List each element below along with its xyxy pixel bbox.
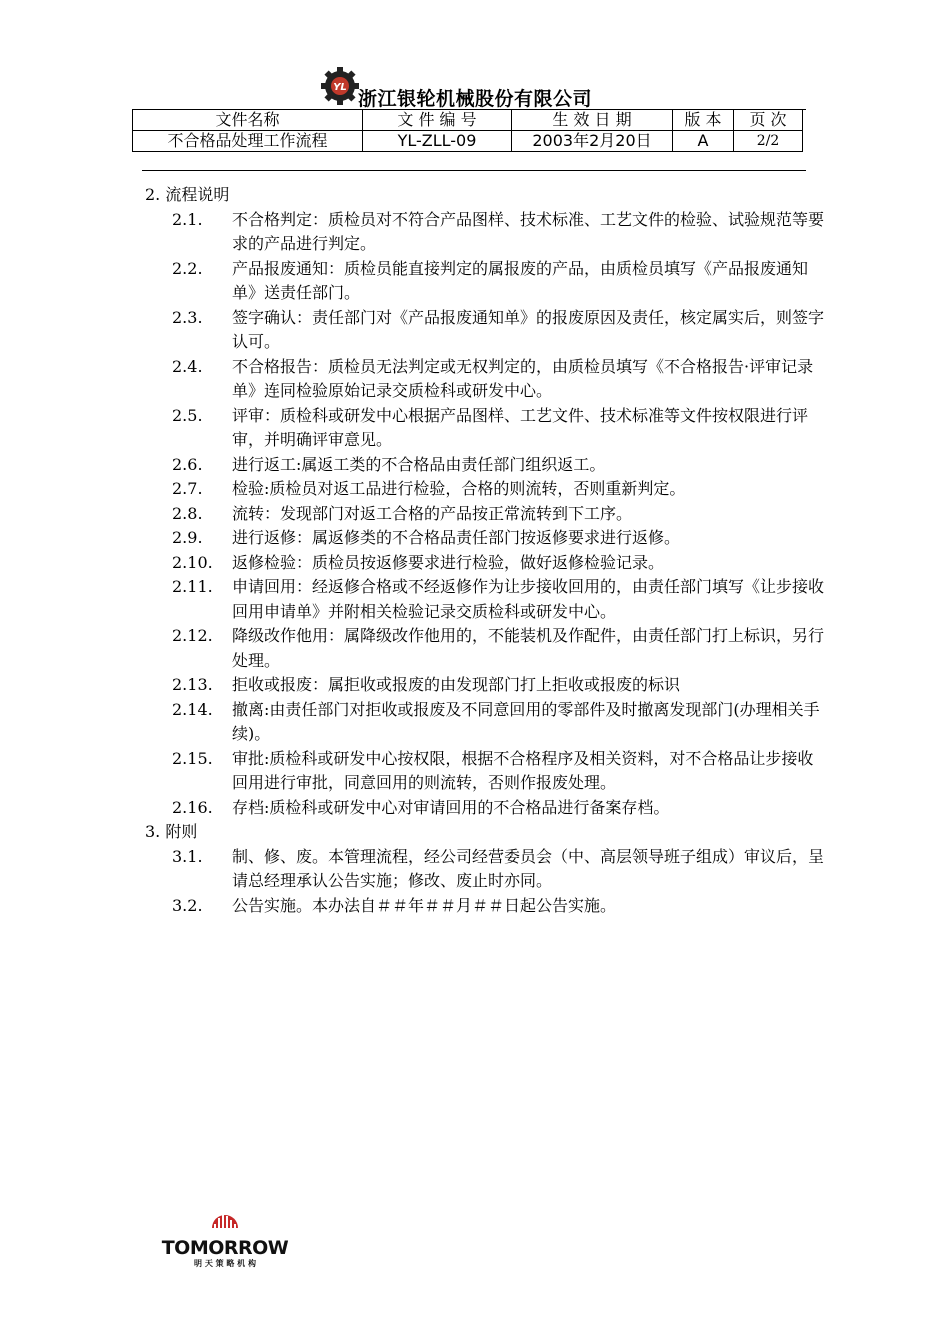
tomorrow-footer-logo [140,1212,310,1268]
item-number: 2.11. [172,577,213,596]
header-version: 版 本 [673,110,734,131]
item-number: 2.13. [172,675,213,694]
document-body [145,183,825,918]
list-item [145,453,825,478]
item-number: 2.16. [172,797,213,817]
item-text: 拒收或报废：属拒收或报废的由发现部门打上拒收或报废的标识 [232,675,681,694]
list-item [145,845,825,894]
section-2-list [145,208,825,821]
header-file-number: 文 件 编 号 [363,110,512,131]
footer-brand-cn: 明 天 策 略 机 构 [194,1259,256,1268]
item-number: 2.15. [172,748,213,768]
item-number: 2.14. [172,699,213,719]
list-item [145,502,825,527]
item-number: 2.10. [172,552,213,572]
table-value-row [133,131,803,152]
list-item [145,551,825,576]
list-item [145,477,825,502]
item-text: 评审：质检科或研发中心根据产品图样、工艺文件、技术标准等文件按权限进行评审，并明确评审意见。 [232,405,809,449]
list-item [145,526,825,551]
item-text: 不合格判定：质检员对不符合产品图样、技术标准、工艺文件的检验、试验规范等要求的产品进行判定。 [232,209,825,253]
item-number: 3.2. [172,895,203,915]
item-number: 2.2. [172,258,203,278]
list-item [145,747,825,796]
item-text: 进行返修：属返修类的不合格品责任部门按返修要求进行返修。 [232,528,681,547]
value-version: A [673,131,734,152]
table-bottom-rule [142,170,806,171]
list-item [145,306,825,355]
item-number: 2.3. [172,307,203,327]
item-text: 审批:质检科或研发中心按权限，根据不合格程序及相关资料，对不合格品让步接收回用进行审批，同意回用的则流转，否则作报废处理。 [232,748,814,792]
list-item [145,208,825,257]
list-item [145,698,825,747]
item-text: 进行返工:属返工类的不合格品由责任部门组织返工。 [232,454,606,474]
list-item [145,796,825,821]
table-header-row [133,110,803,131]
item-number: 2.5. [172,405,203,425]
list-item [145,355,825,404]
company-name: 浙江银轮机械股份有限公司 [358,88,593,110]
item-number: 2.8. [172,503,203,523]
list-item [145,624,825,673]
header-file-name: 文件名称 [133,110,363,131]
item-text: 公告实施。本办法自＃＃年＃＃月＃＃日起公告实施。 [232,895,617,915]
item-number: 2.4. [172,356,203,376]
item-text: 降级改作他用：属降级改作他用的，不能装机及作配件，由责任部门打上标识，另行处理。 [232,626,825,670]
header-page: 页 次 [734,110,803,131]
document-info-table [132,109,803,152]
list-item [145,894,825,919]
item-text: 不合格报告：质检员无法判定或无权判定的，由质检员填写《不合格报告·评审记录单》连同检验原始记录交质检科或研发中心。 [232,356,814,400]
footer-brand: TOMORROW [161,1237,289,1259]
list-item [145,257,825,306]
header-effective-date: 生 效 日 期 [512,110,673,131]
section-3-title: 3. 附则 [145,822,198,841]
item-text: 签字确认：责任部门对《产品报废通知单》的报废原因及责任，核定属实后，则签字认可。 [232,307,825,351]
item-number: 2.7. [172,479,203,498]
item-text: 返修检验：质检员按返修要求进行检验，做好返修检验记录。 [232,552,665,572]
item-number: 2.6. [172,454,203,474]
item-number: 2.1. [172,209,203,229]
item-number: 2.9. [172,528,203,547]
item-number: 2.12. [172,626,213,645]
item-text: 流转：发现部门对返工合格的产品按正常流转到下工序。 [232,503,633,523]
item-text: 产品报废通知：质检员能直接判定的属报废的产品，由质检员填写《产品报废通知单》送责任部门。 [232,258,809,302]
logo-letters: YL [333,82,347,93]
item-text: 存档:质检科或研发中心对审请回用的不合格品进行备案存档。 [232,797,670,817]
item-text: 制、修、废。本管理流程，经公司经营委员会（中、高层领导班子组成）审议后，呈请总经理承认公告实施；修改、废止时亦同。 [232,846,825,890]
list-item [145,404,825,453]
value-file-number: YL-ZLL-09 [363,131,512,152]
section-3-list [145,845,825,919]
list-item [145,673,825,698]
item-text: 撤离:由责任部门对拒收或报废及不同意回用的零部件及时撤离发现部门(办理相关手续)。 [232,699,820,743]
item-text: 检验:质检员对返工品进行检验，合格的则流转，否则重新判定。 [232,479,686,498]
value-file-name: 不合格品处理工作流程 [133,131,363,152]
item-text: 申请回用：经返修合格或不经返修作为让步接收回用的，由责任部门填写《让步接收回用申请单》并附相关检验记录交质检科或研发中心。 [232,577,825,621]
company-gear-logo-icon [320,66,360,106]
value-page: 2/2 [734,131,803,152]
section-2-title: 2. 流程说明 [145,185,230,204]
document-header [0,66,950,112]
value-effective-date: 2003年2月20日 [512,131,673,152]
item-number: 3.1. [172,846,203,866]
list-item [145,575,825,624]
